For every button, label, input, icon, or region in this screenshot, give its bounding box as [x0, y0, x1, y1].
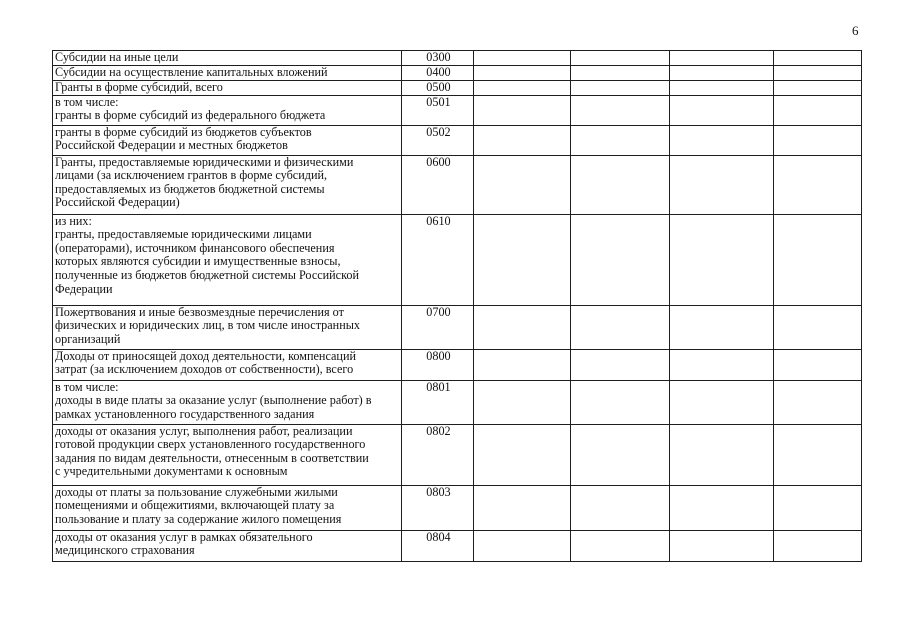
row-code: 0502 — [402, 125, 473, 155]
row-label: Субсидии на осуществление капитальных вложений — [53, 65, 402, 80]
value-cell — [669, 530, 773, 561]
value-cell — [473, 95, 570, 125]
value-cell — [570, 305, 669, 349]
table-row — [53, 214, 862, 305]
value-cell — [570, 51, 669, 66]
value-cell — [669, 95, 773, 125]
table-row — [53, 305, 862, 349]
value-cell — [570, 80, 669, 95]
value-cell — [473, 65, 570, 80]
value-cell — [773, 305, 861, 349]
table-row — [53, 424, 862, 485]
row-label: Гранты в форме субсидий, всего — [53, 80, 402, 95]
row-label: Доходы от приносящей доход деятельности, компенсаций затрат (за исключением доходов от собственности), всего — [53, 349, 402, 380]
value-cell — [773, 95, 861, 125]
table-row — [53, 95, 862, 125]
table-row — [53, 155, 862, 214]
value-cell — [473, 80, 570, 95]
table-row — [53, 530, 862, 561]
value-cell — [773, 530, 861, 561]
table-row — [53, 380, 862, 424]
value-cell — [473, 125, 570, 155]
row-label: Субсидии на иные цели — [53, 51, 402, 66]
value-cell — [669, 214, 773, 305]
income-table — [52, 50, 862, 562]
row-label: Пожертвования и иные безвозмездные перечисления от физических и юридических лиц, в том числе иностранных организаций — [53, 305, 402, 349]
table-row — [53, 125, 862, 155]
value-cell — [669, 80, 773, 95]
value-cell — [669, 305, 773, 349]
table-row — [53, 51, 862, 66]
row-code: 0500 — [402, 80, 473, 95]
value-cell — [669, 424, 773, 485]
value-cell — [773, 65, 861, 80]
value-cell — [773, 80, 861, 95]
row-code: 0802 — [402, 424, 473, 485]
value-cell — [773, 155, 861, 214]
row-label: доходы от оказания услуг, выполнения работ, реализации готовой продукции сверх установленного государственного задания по видам деятельности, отнесенным в соответствии с учредительными документами к основным — [53, 424, 402, 485]
table-row — [53, 485, 862, 530]
row-label: доходы от платы за пользование служебными жилыми помещениями и общежитиями, включающей плату за пользование и плату за содержание жилого помещения — [53, 485, 402, 530]
page-number: 6 — [852, 23, 859, 38]
value-cell — [570, 214, 669, 305]
value-cell — [773, 214, 861, 305]
row-label: в том числе: доходы в виде платы за оказание услуг (выполнение работ) в рамках установленного государственного задания — [53, 380, 402, 424]
row-code: 0800 — [402, 349, 473, 380]
value-cell — [773, 485, 861, 530]
value-cell — [473, 155, 570, 214]
value-cell — [669, 65, 773, 80]
value-cell — [473, 485, 570, 530]
table-row — [53, 80, 862, 95]
row-code: 0801 — [402, 380, 473, 424]
table-row — [53, 65, 862, 80]
value-cell — [473, 424, 570, 485]
value-cell — [773, 51, 861, 66]
value-cell — [773, 125, 861, 155]
row-label: доходы от оказания услуг в рамках обязательного медицинского страхования — [53, 530, 402, 561]
value-cell — [570, 424, 669, 485]
value-cell — [570, 95, 669, 125]
value-cell — [570, 485, 669, 530]
value-cell — [473, 214, 570, 305]
value-cell — [570, 380, 669, 424]
value-cell — [473, 51, 570, 66]
value-cell — [473, 530, 570, 561]
table-row — [53, 349, 862, 380]
row-code: 0700 — [402, 305, 473, 349]
value-cell — [570, 155, 669, 214]
value-cell — [473, 380, 570, 424]
row-code: 0300 — [402, 51, 473, 66]
row-label: гранты в форме субсидий из бюджетов субъектов Российской Федерации и местных бюджетов — [53, 125, 402, 155]
row-code: 0501 — [402, 95, 473, 125]
value-cell — [773, 380, 861, 424]
row-code: 0803 — [402, 485, 473, 530]
row-label: Гранты, предоставляемые юридическими и физическими лицами (за исключением грантов в форме субсидий, предоставляемых из бюджетов бюджетной системы Российской Федерации) — [53, 155, 402, 214]
value-cell — [669, 155, 773, 214]
value-cell — [669, 349, 773, 380]
row-code: 0400 — [402, 65, 473, 80]
value-cell — [570, 530, 669, 561]
row-label: из них: гранты, предоставляемые юридическими лицами (операторами), источником финансового обеспечения которых являются субсидии и имущественные взносы, полученные из бюджетов бюджетной системы Российской Федерации — [53, 214, 402, 305]
value-cell — [773, 424, 861, 485]
value-cell — [669, 380, 773, 424]
value-cell — [669, 125, 773, 155]
row-label: в том числе: гранты в форме субсидий из федерального бюджета — [53, 95, 402, 125]
row-code: 0804 — [402, 530, 473, 561]
value-cell — [669, 51, 773, 66]
value-cell — [570, 125, 669, 155]
value-cell — [570, 65, 669, 80]
value-cell — [773, 349, 861, 380]
row-code: 0600 — [402, 155, 473, 214]
value-cell — [570, 349, 669, 380]
value-cell — [473, 305, 570, 349]
value-cell — [669, 485, 773, 530]
row-code: 0610 — [402, 214, 473, 305]
value-cell — [473, 349, 570, 380]
